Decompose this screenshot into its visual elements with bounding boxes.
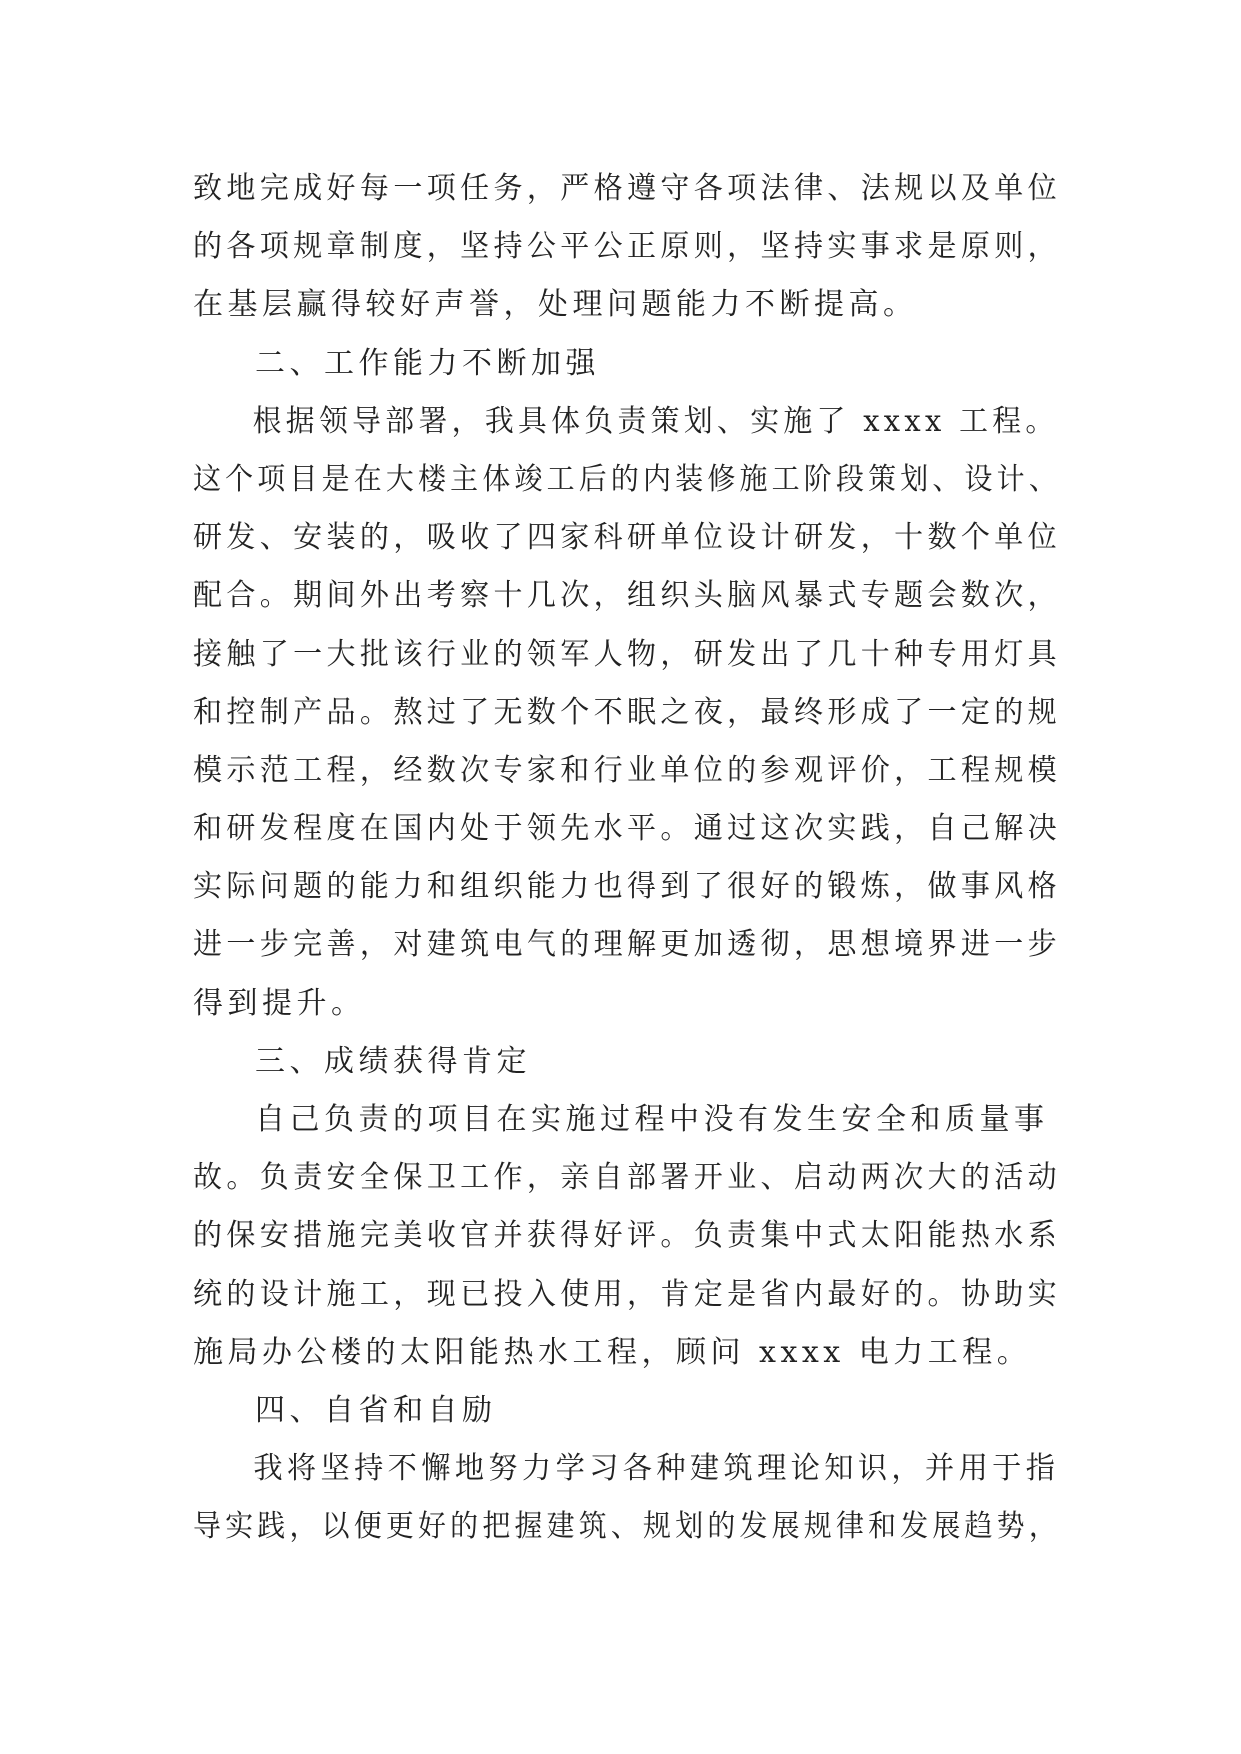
paragraph-start-line: 我将坚持不懈地努力学习各种建筑理论知识，并用于指	[253, 1451, 1060, 1487]
body-line: 统的设计施工，现已投入使用，肯定是省内最好的。协助实	[193, 1276, 1062, 1312]
paragraph-start-line: 根据领导部署，我具体负责策划、实施了 xxxx 工程。	[252, 403, 1059, 439]
body-line: 进一步完善，对建筑电气的理解更加透彻，思想境界进一步	[193, 927, 1062, 963]
body-line: 导实践，以便更好的把握建筑、规划的发展规律和发展趋势，	[193, 1509, 1061, 1545]
body-line: 施局办公楼的太阳能热水工程，顾问 xxxx 电力工程。	[193, 1334, 1032, 1370]
body-line: 接触了一大批该行业的领军人物，研发出了几十种专用灯具	[193, 636, 1062, 672]
body-line: 研发、安装的，吸收了四家科研单位设计研发，十数个单位	[193, 520, 1062, 556]
body-line: 这个项目是在大楼主体竣工后的内装修施工阶段策划、设计、	[193, 461, 1061, 497]
body-line: 实际问题的能力和组织能力也得到了很好的锻炼，做事风格	[193, 869, 1062, 905]
body-line: 致地完成好每一项任务，严格遵守各项法律、法规以及单位	[193, 171, 1062, 206]
section-heading-4: 四、自省和自励	[255, 1392, 497, 1428]
paragraph-start-line: 自己负责的项目在实施过程中没有发生安全和质量事	[255, 1102, 1049, 1137]
section-heading-2: 二、工作能力不断加强	[255, 345, 600, 381]
body-line: 的各项规章制度，坚持公平公正原则，坚持实事求是原则，	[193, 229, 1062, 265]
body-line: 在基层赢得较好声誉，处理问题能力不断提高。	[193, 287, 918, 323]
section-heading-3: 三、成绩获得肯定	[255, 1043, 531, 1079]
body-line: 和控制产品。熬过了无数个不眠之夜，最终形成了一定的规	[193, 694, 1062, 730]
body-line: 配合。期间外出考察十几次，组织头脑风暴式专题会数次，	[193, 578, 1062, 614]
body-line: 的保安措施完美收官并获得好评。负责集中式太阳能热水系	[193, 1218, 1062, 1254]
body-line: 和研发程度在国内处于领先水平。通过这次实践，自己解决	[193, 811, 1062, 847]
document-body	[193, 160, 1061, 1557]
body-line: 得到提升。	[193, 985, 366, 1021]
body-line: 模示范工程，经数次专家和行业单位的参观评价，工程规模	[193, 752, 1062, 788]
body-line: 故。负责安全保卫工作，亲自部署开业、启动两次大的活动	[193, 1160, 1062, 1196]
